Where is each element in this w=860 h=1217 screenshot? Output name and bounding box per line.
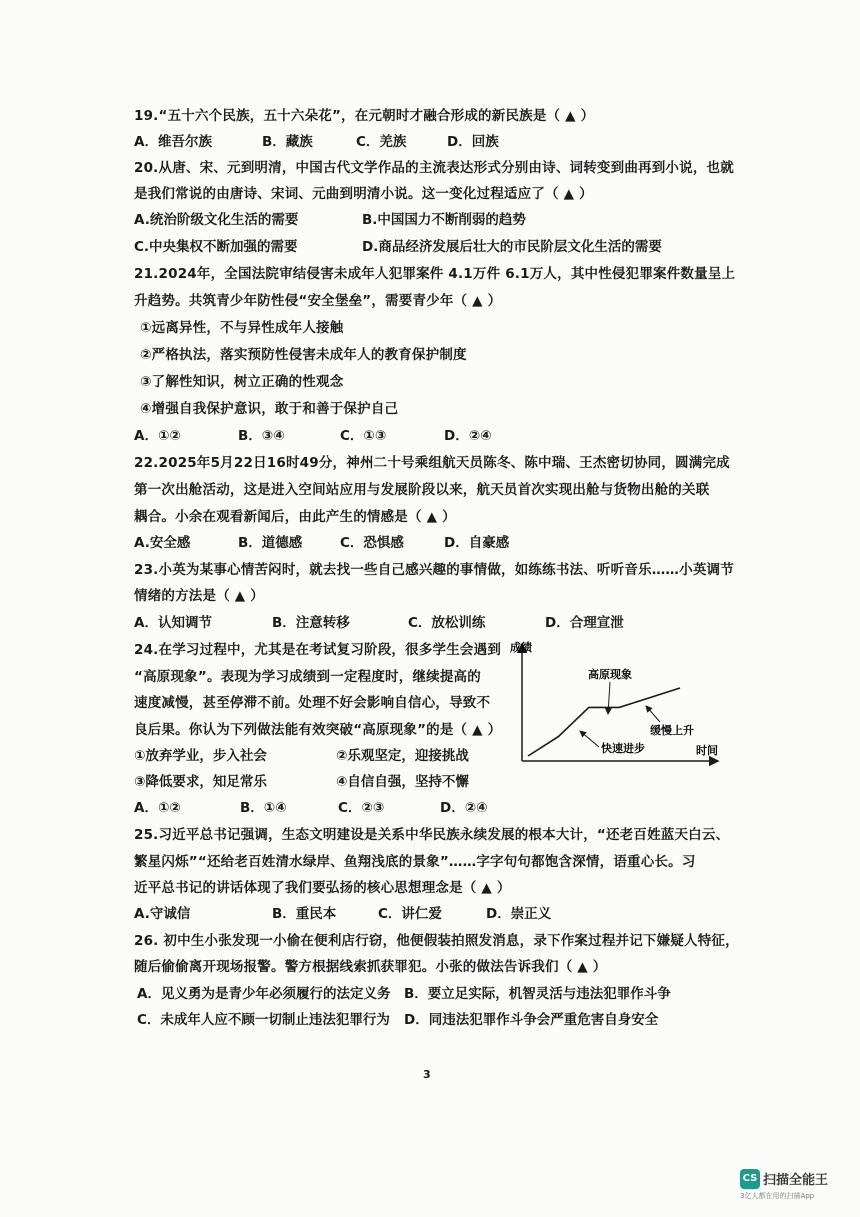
- q19-option-d: D．回族: [447, 134, 499, 150]
- q21-option-d: D．②④: [444, 428, 492, 444]
- question-22-line-3: 耦合。小余在观看新闻后，由此产生的情感是（ ▲ ）: [134, 509, 456, 525]
- q23-option-b: B．注意转移: [272, 615, 350, 631]
- question-22-line-1: 22.2025年5月22日16时49分，神州二十号乘组航天员陈冬、陈中瑞、王杰密切协同，圆满完成: [134, 455, 730, 471]
- question-26-line-2: 随后偷偷离开现场报警。警方根据线索抓获罪犯。小张的做法告诉我们（ ▲ ）: [134, 959, 607, 975]
- question-24-line-2: “高原现象”。表现为学习成绩到一定程度时，继续提高的: [134, 669, 481, 685]
- q22-option-b: B．道德感: [238, 535, 303, 551]
- q21-option-c: C．①③: [340, 428, 387, 444]
- scanner-logo-icon: CS: [740, 1169, 760, 1189]
- q21-option-b: B．③④: [238, 428, 285, 444]
- q20-option-c: C.中央集权不断加强的需要: [134, 239, 298, 255]
- q24-option-a: A．①②: [134, 800, 181, 816]
- q23-option-a: A．认知调节: [134, 615, 212, 631]
- question-24-line-4: 良后果。你认为下列做法能有效突破“高原现象”的是（ ▲ ）: [134, 722, 502, 738]
- q23-option-c: C．放松训练: [408, 615, 486, 631]
- question-20-line-1: 20.从唐、宋、元到明清，中国古代文学作品的主流表达形式分别由诗、词转变到曲再到小说，也就: [134, 160, 734, 176]
- q20-option-d: D.商品经济发展后壮大的市民阶层文化生活的需要: [362, 239, 662, 255]
- question-23-line-1: 23.小英为某事心情苦闷时，就去找一些自己感兴趣的事情做，如练练书法、听听音乐……小英调节: [134, 562, 734, 578]
- q24-item-4: ④自信自强，坚持不懈: [336, 774, 469, 790]
- y-axis-label: 成绩: [510, 641, 532, 654]
- q24-item-3: ③降低要求，知足常乐: [134, 774, 267, 790]
- scanner-tagline: 3亿人都在用的扫描App: [740, 1191, 815, 1200]
- question-24-line-3: 速度减慢，甚至停滞不前。处理不好会影响自信心，导致不: [134, 695, 491, 711]
- q21-option-a: A．①②: [134, 428, 181, 444]
- question-26-line-1: 26. 初中生小张发现一小偷在便利店行窃，他便假装拍照发消息，录下作案过程并记下嫌疑人特征，: [134, 933, 739, 949]
- fast-progress-pointer: [580, 731, 599, 747]
- q24-option-c: C．②③: [338, 800, 385, 816]
- q24-option-b: B．①④: [240, 800, 287, 816]
- plateau-chart: [500, 636, 726, 766]
- q25-option-d: D．崇正义: [486, 906, 552, 922]
- annotation-plateau: 高原现象: [588, 668, 632, 681]
- q21-item-1: ①远离异性，不与异性成年人接触: [140, 320, 344, 336]
- q20-option-a: A.统治阶级文化生活的需要: [134, 212, 299, 228]
- question-25-line-1: 25.习近平总书记强调，生态文明建设是关系中华民族永续发展的根本大计，“还老百姓蓝天白云、: [134, 827, 730, 843]
- q25-option-a: A.守诚信: [134, 906, 191, 922]
- scanner-app-name: 扫描全能王: [763, 1173, 829, 1188]
- x-axis-label: 时间: [696, 744, 718, 757]
- q26-option-d: D．同违法犯罪作斗争会严重危害自身安全: [404, 1012, 659, 1028]
- q20-option-b: B.中国国力不断削弱的趋势: [362, 212, 526, 228]
- q19-option-a: A．维吾尔族: [134, 134, 212, 150]
- q25-option-c: C．讲仁爱: [378, 906, 442, 922]
- q19-option-c: C．羌族: [356, 134, 407, 150]
- annotation-fast-progress: 快速进步: [601, 742, 645, 755]
- q23-option-d: D．合理宣泄: [545, 615, 624, 631]
- q22-option-a: A.安全感: [134, 535, 191, 551]
- annotation-slow-rise: 缓慢上升: [650, 724, 694, 737]
- question-25-line-3: 近平总书记的讲话体现了我们要弘扬的核心思想理念是（ ▲ ）: [134, 880, 511, 896]
- question-21-line-1: 21.2024年，全国法院审结侵害未成年人犯罪案件 4.1万件 6.1万人，其中性侵犯罪案件数量呈上: [134, 266, 736, 282]
- scanner-watermark: [740, 1168, 842, 1201]
- question-24-line-1: 24.在学习过程中，尤其是在考试复习阶段，很多学生会遇到: [134, 642, 502, 658]
- question-22-line-2: 第一次出舱活动，这是进入空间站应用与发展阶段以来，航天员首次实现出舱与货物出舱的关联: [134, 482, 710, 498]
- question-23-line-2: 情绪的方法是（ ▲ ）: [134, 588, 264, 604]
- q24-option-d: D．②④: [440, 800, 488, 816]
- q26-option-a: A．见义勇为是青少年必须履行的法定义务: [137, 986, 391, 1002]
- q21-item-4: ④增强自我保护意识，敢于和善于保护自己: [140, 401, 399, 417]
- q26-option-b: B．要立足实际，机智灵活与违法犯罪作斗争: [404, 986, 671, 1002]
- q24-item-2: ②乐观坚定，迎接挑战: [336, 748, 469, 764]
- q26-option-c: C．未成年人应不顾一切制止违法犯罪行为: [137, 1012, 390, 1028]
- q25-option-b: B．重民本: [272, 906, 337, 922]
- slow-rise-pointer: [646, 706, 660, 722]
- q21-item-3: ③了解性知识，树立正确的性观念: [140, 374, 344, 390]
- q19-option-b: B．藏族: [262, 134, 313, 150]
- plateau-pointer: [608, 682, 610, 714]
- q21-item-2: ②严格执法，落实预防性侵害未成年人的教育保护制度: [140, 347, 467, 363]
- question-21-line-2: 升趋势。共筑青少年防性侵“安全堡垒”，需要青少年（ ▲ ）: [134, 293, 502, 309]
- q24-item-1: ①放弃学业，步入社会: [134, 748, 267, 764]
- question-19-stem: 19.“五十六个民族，五十六朵花”，在元朝时才融合形成的新民族是（ ▲ ）: [134, 108, 595, 124]
- q22-option-d: D．自豪感: [444, 535, 510, 551]
- page-number: 3: [423, 1068, 431, 1081]
- question-25-line-2: 繁星闪烁”“还给老百姓清水绿岸、鱼翔浅底的景象”……字字句句都饱含深情，语重心长。习: [134, 854, 696, 870]
- q22-option-c: C．恐惧感: [340, 535, 404, 551]
- question-20-line-2: 是我们常说的由唐诗、宋词、元曲到明清小说。这一变化过程适应了（ ▲ ）: [134, 186, 593, 202]
